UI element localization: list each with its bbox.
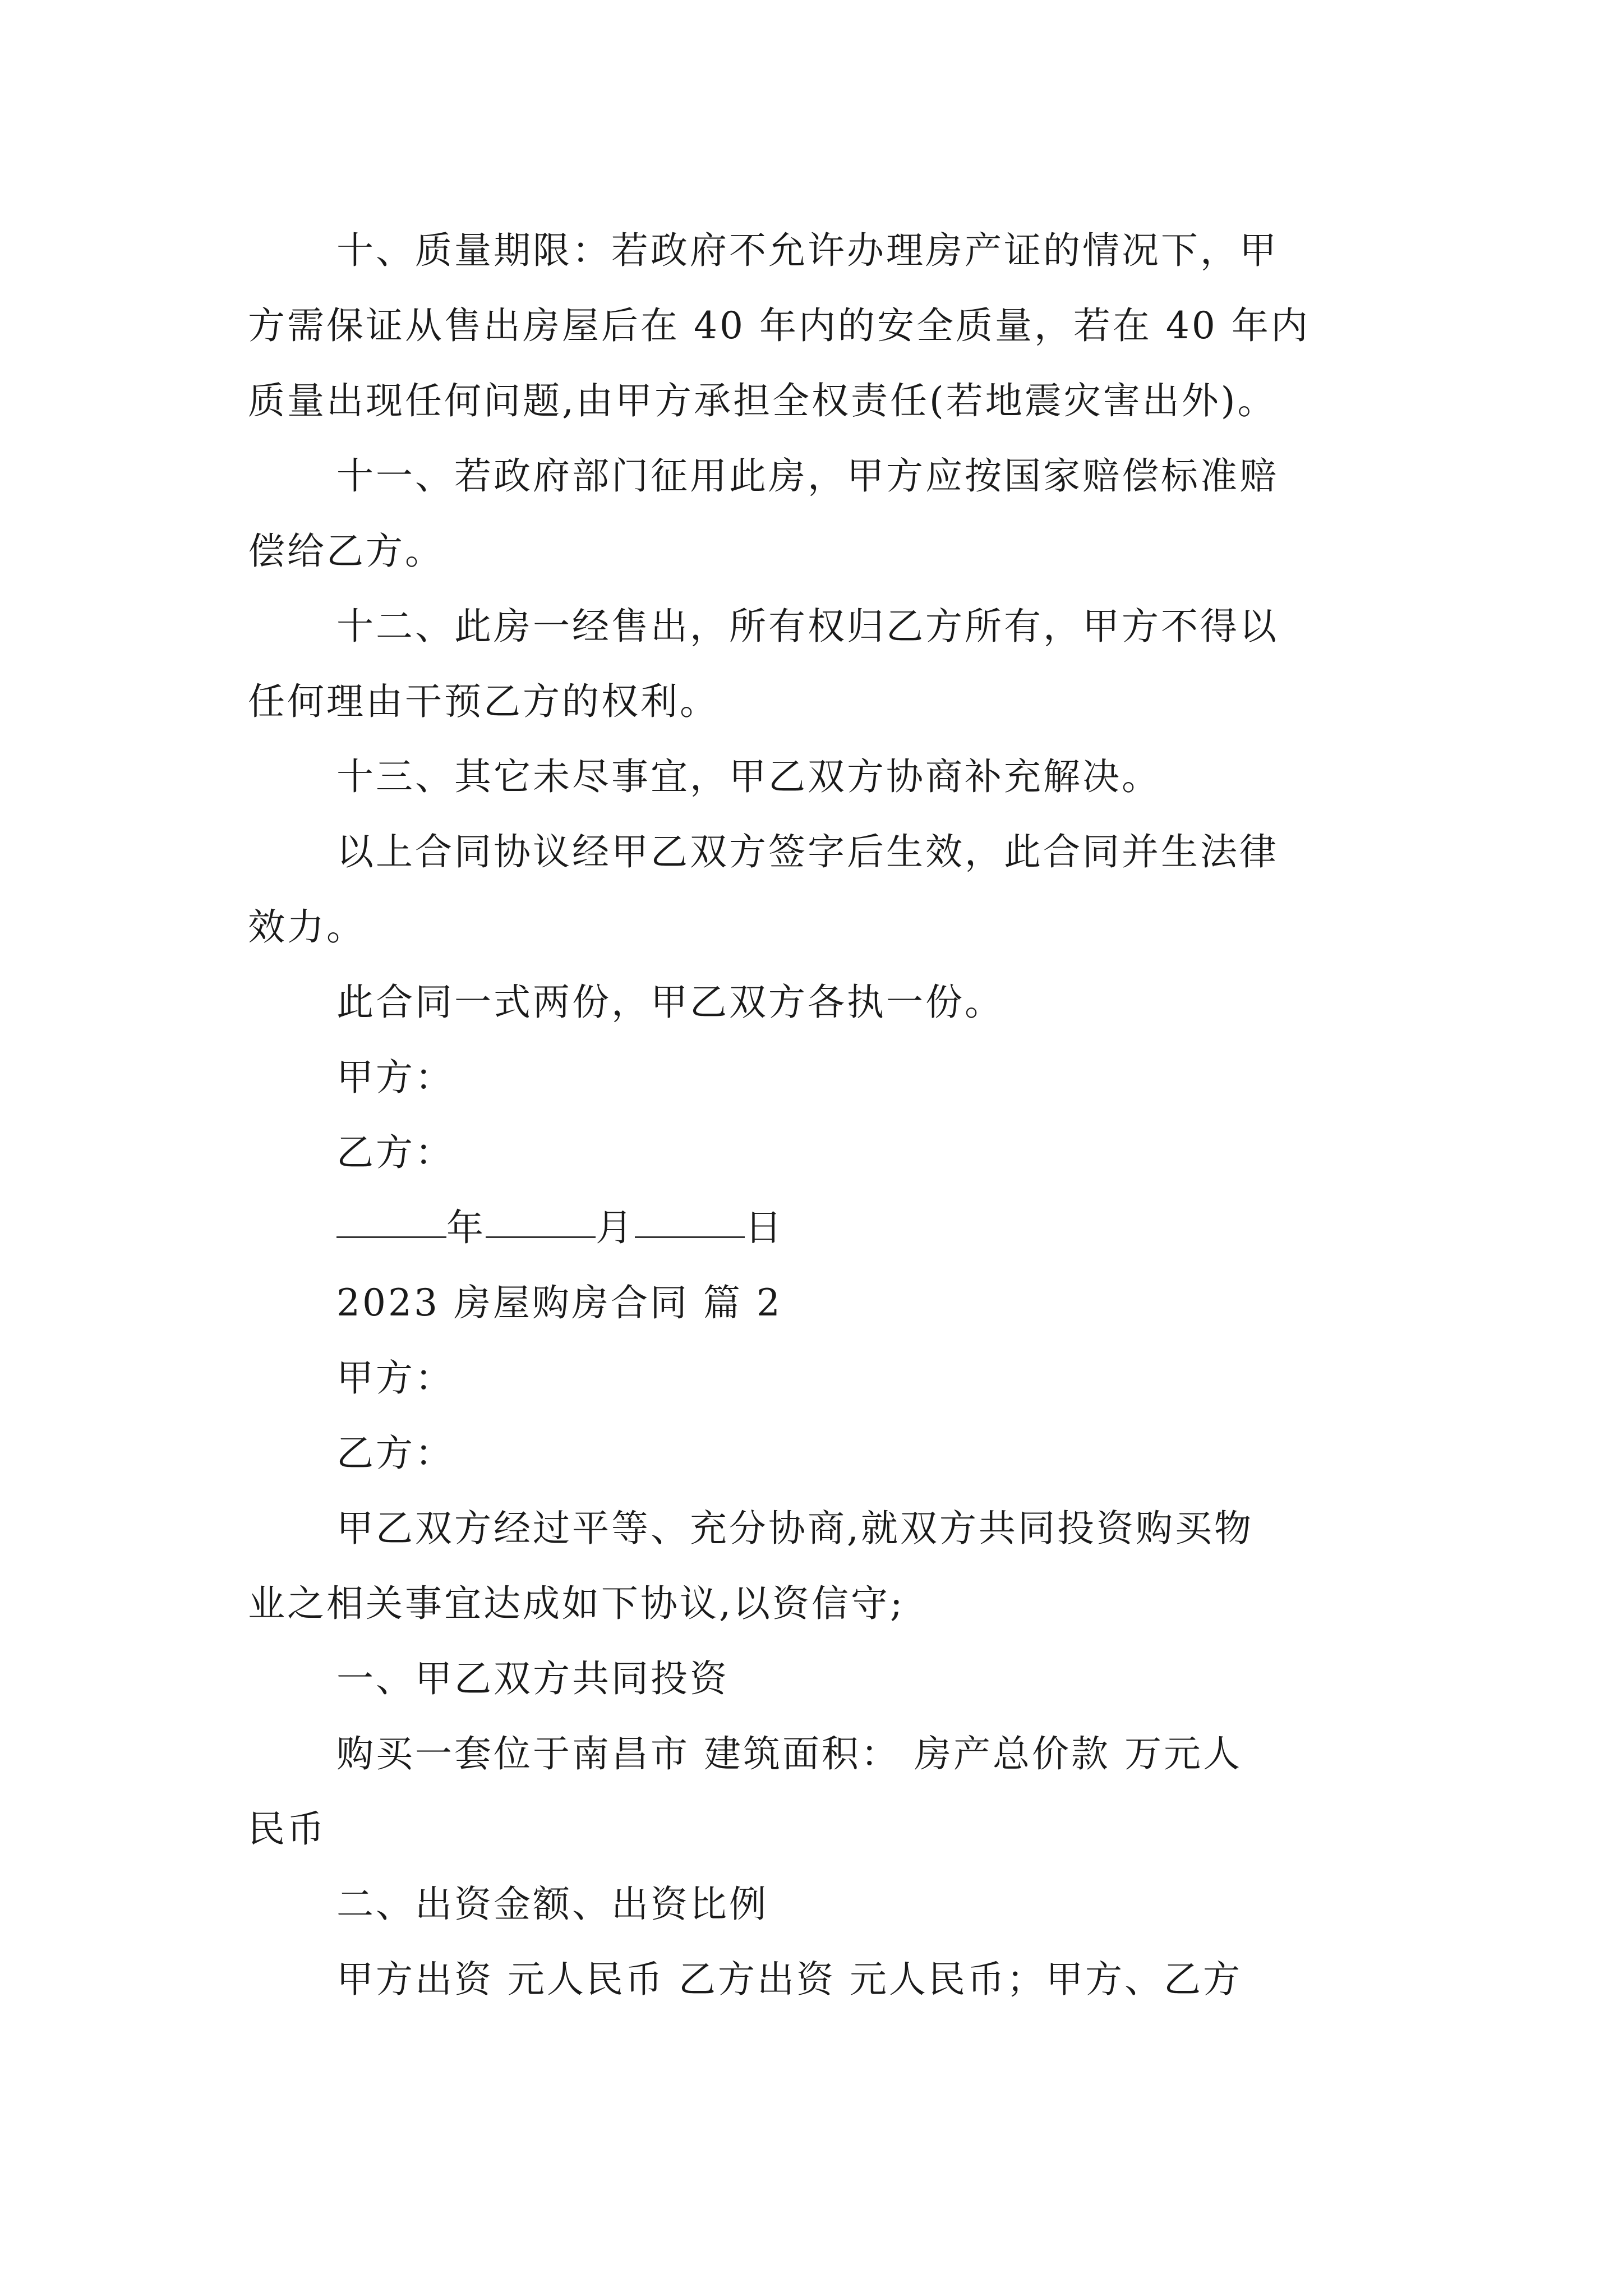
date-line [248,1190,1375,1266]
year-label: 年 [446,1206,486,1249]
paragraph-line: 一、甲乙双方共同投资 [336,1657,729,1700]
paragraph-line: 质量出现任何问题,由甲方承担全权责任(若地震灾害出外)。 [248,379,1277,422]
year-blank [336,1236,446,1238]
paragraph-line: 十三、其它未尽事宜，甲乙双方协商补充解决。 [336,755,1161,798]
paragraph-line: 此合同一式两份，甲乙双方各执一份。 [336,981,1004,1024]
paragraph-line: 十一、若政府部门征用此房，甲方应按国家赔偿标准赔 [336,454,1279,498]
paragraph-line: 甲方出资 元人民币 乙方出资 元人民币；甲方、乙方 [336,1958,1242,2001]
paragraph-line: 购买一套位于南昌市 建筑面积： 房产总价款 万元人 [336,1732,1242,1775]
paragraph-line: 二、出资金额、出资比例 [336,1883,768,1926]
month-label: 月 [596,1206,635,1249]
paragraph-line: 偿给乙方。 [248,530,444,573]
paragraph-line: 效力。 [248,905,366,949]
paragraph-line: 以上合同协议经甲乙双方签字后生效，此合同并生法律 [336,830,1279,873]
party-a-line: 甲方： [336,1356,454,1400]
paragraph-line: 民币 [248,1807,326,1851]
paragraph-line: 方需保证从售出房屋后在 40 年内的安全质量，若在 40 年内 [248,304,1310,347]
paragraph-line: 甲乙双方经过平等、充分协商,就双方共同投资购买物 [336,1507,1253,1550]
party-b-line: 乙方： [336,1432,454,1475]
party-b-signature-line: 乙方： [336,1131,454,1174]
party-a-signature-line: 甲方： [336,1056,454,1099]
document-body [248,213,1375,2017]
paragraph-line: 任何理由干预乙方的权利。 [248,680,719,723]
month-blank [486,1236,596,1238]
paragraph-line: 十、质量期限：若政府不允许办理房产证的情况下，甲 [336,229,1279,272]
paragraph-line: 业之相关事宜达成如下协议,以资信守; [248,1582,905,1625]
day-blank [635,1236,745,1238]
paragraph-line: 十二、此房一经售出，所有权归乙方所有，甲方不得以 [336,605,1279,648]
day-label: 日 [745,1206,784,1249]
section-heading: 2023 房屋购房合同 篇 2 [336,1281,782,1324]
